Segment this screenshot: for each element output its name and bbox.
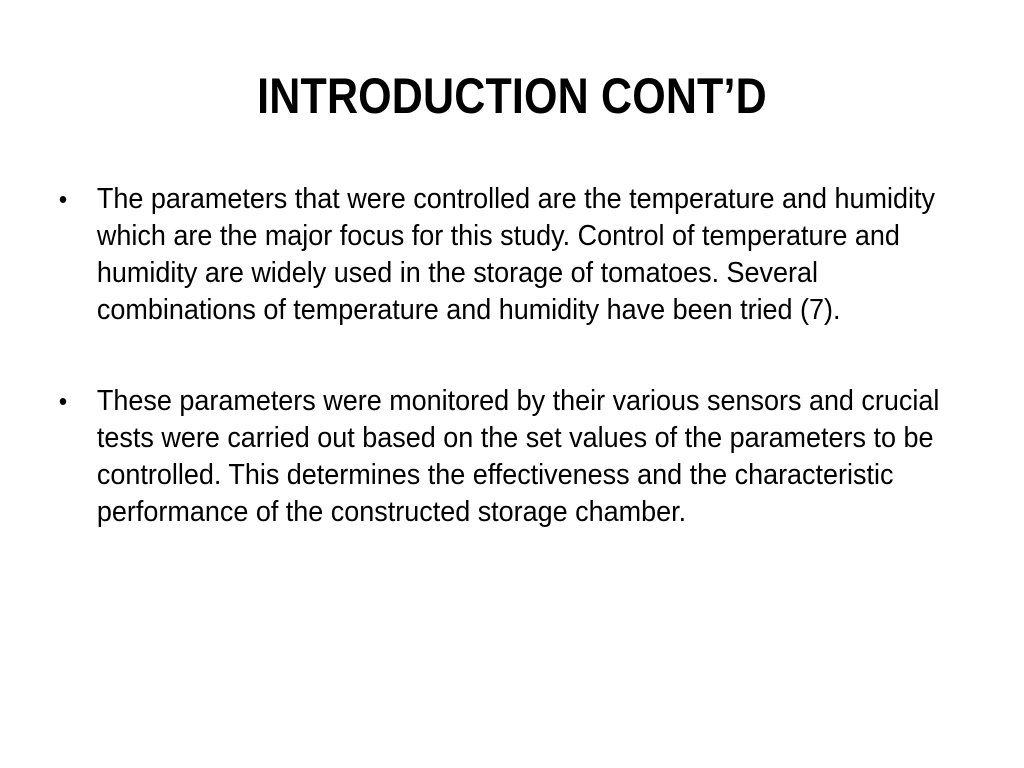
bullet-item-parameters-monitored: [56, 383, 962, 531]
slide-title: INTRODUCTION CONT’D: [257, 68, 767, 124]
bullet-text: The parameters that were controlled are the temperature and humidity which are the major focus for this study. Control of temperature and humidity are widely used in the storage of tomatoes. Several combinations of temperature and humidity have been tried (7).: [96, 183, 935, 326]
bullet-item-parameters-controlled: [56, 181, 962, 329]
bullet-icon: •: [58, 184, 68, 214]
bullet-text: These parameters were monitored by their various sensors and crucial tests were carried out based on the set values of the parameters to be controlled. This determines the effectiveness and the characteristic performance of the constructed storage chamber.: [96, 385, 940, 528]
bullet-list: [56, 181, 976, 531]
bullet-icon: •: [58, 386, 68, 416]
